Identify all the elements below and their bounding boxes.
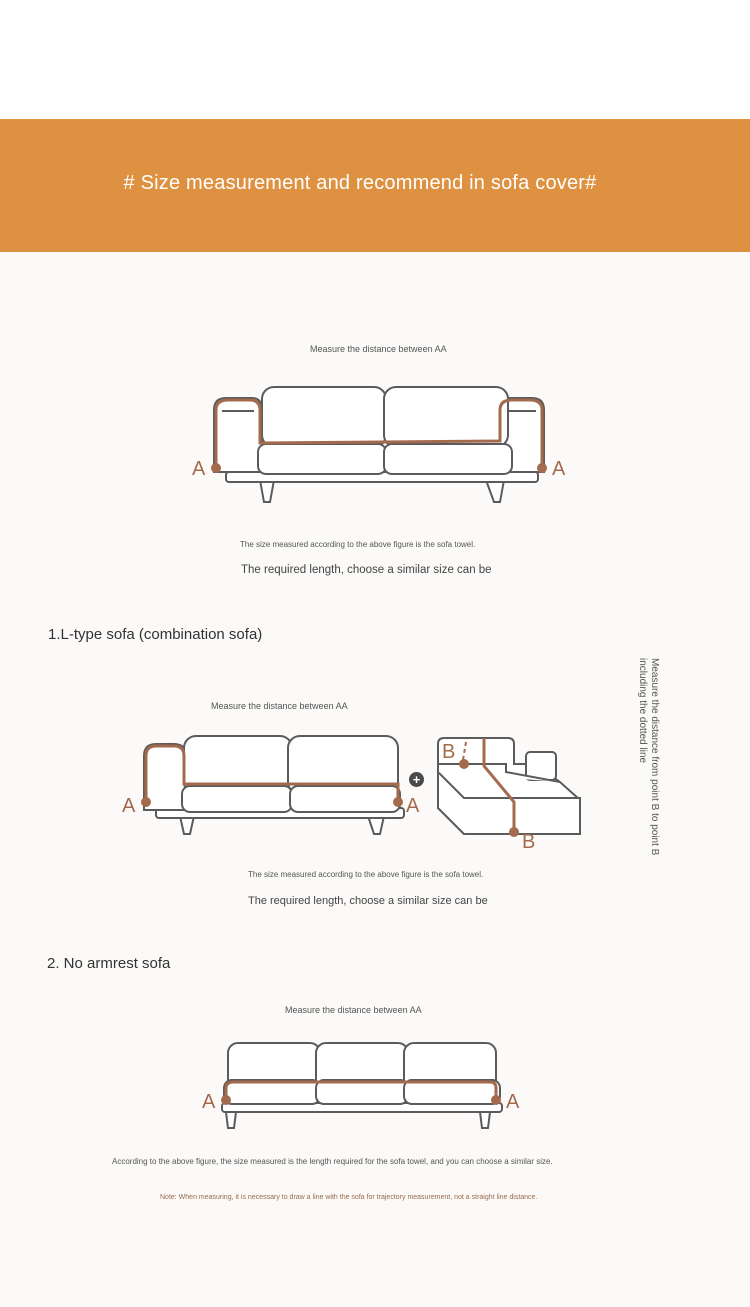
standard-sofa-diagram (190, 380, 570, 510)
point-a-label: A (202, 1091, 216, 1113)
side-note: Measure the distance from point B to point B including the dotted line (637, 658, 660, 856)
section-heading: 2. No armrest sofa (47, 955, 171, 972)
sofa-armrest (214, 398, 262, 472)
no-armrest-sofa-diagram (200, 1040, 530, 1135)
sofa-leg (486, 480, 504, 502)
note: Note: When measuring, it is necessary to draw a line with the sofa for trajectory measurement, not a straight line distance. (160, 1194, 538, 1201)
point-a-label: A (192, 458, 206, 480)
caption-small: The size measured according to the above figure is the sofa towel. (240, 540, 476, 549)
instruction-text: Measure the distance between AA (310, 344, 447, 354)
point-a-dot (211, 463, 221, 473)
l-type-sofa-side-diagram (436, 736, 586, 851)
section-heading: 1.L-type sofa (combination sofa) (48, 626, 263, 643)
sofa-leg (260, 480, 274, 502)
banner-title: # Size measurement and recommend in sofa cover# (123, 172, 597, 194)
caption: The required length, choose a similar size can be (248, 895, 488, 907)
point-a-label: A (406, 795, 420, 817)
instruction-text: Measure the distance between AA (285, 1005, 422, 1015)
sofa-backrest (262, 387, 386, 447)
top-whitespace (0, 0, 750, 119)
l-type-sofa-front-diagram (122, 732, 422, 842)
point-a-label: A (122, 795, 136, 817)
point-a-label: A (506, 1091, 520, 1113)
caption: According to the above figure, the size measured is the length required for the sofa towel, and you can choose a similar size. (112, 1157, 553, 1166)
point-b-label: B (442, 741, 456, 763)
caption-small: The size measured according to the above figure is the sofa towel. (248, 870, 484, 879)
point-a-dot (537, 463, 547, 473)
point-b-label: B (522, 831, 536, 853)
sofa-cushion (384, 444, 512, 474)
sofa-backrest (384, 387, 508, 447)
caption: The required length, choose a similar size can be (241, 564, 492, 576)
sofa-cushion (258, 444, 386, 474)
instruction-text: Measure the distance between AA (211, 701, 348, 711)
point-a-label: A (552, 458, 566, 480)
plus-icon: + (409, 772, 424, 787)
